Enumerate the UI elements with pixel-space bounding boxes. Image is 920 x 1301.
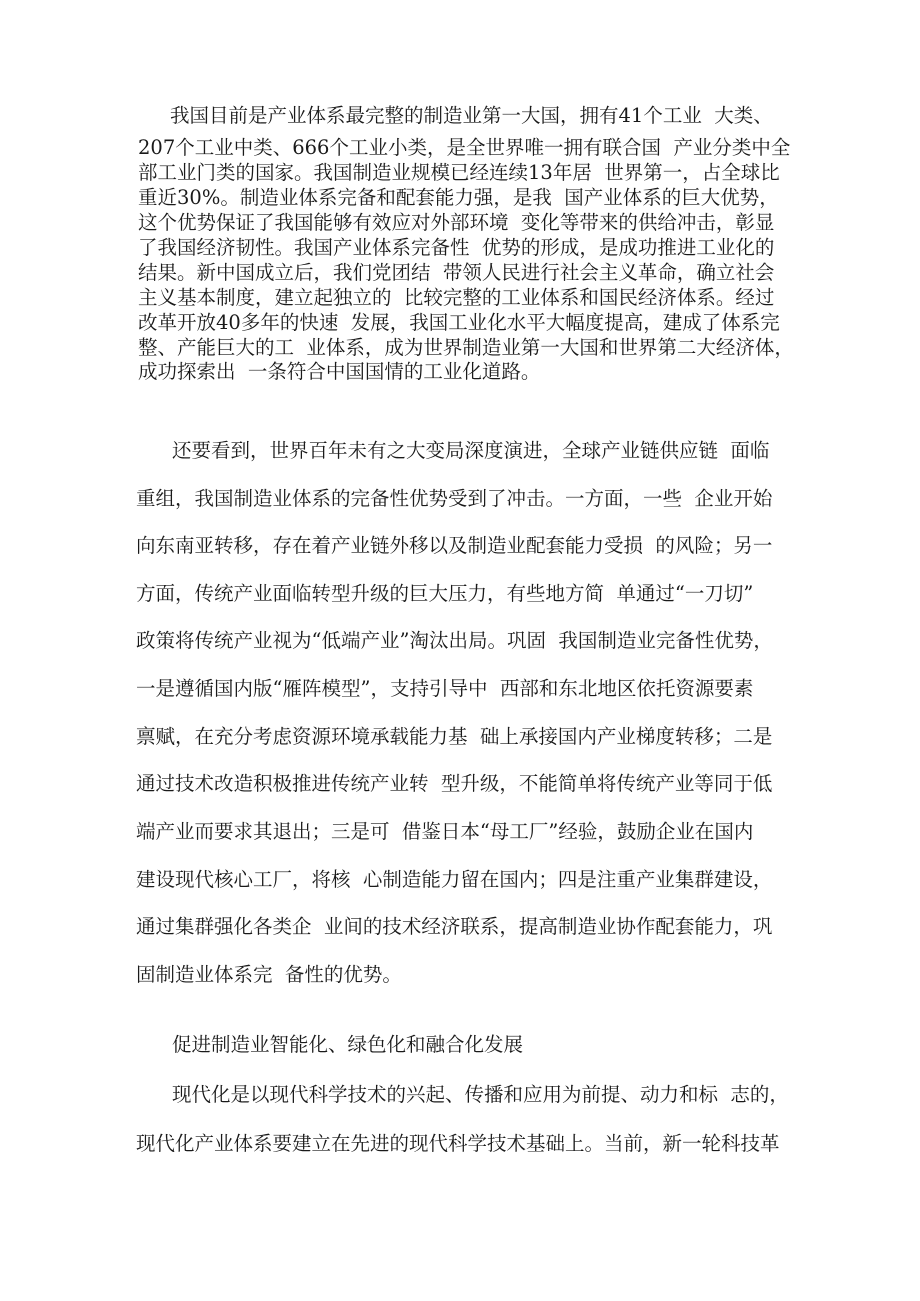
paragraph-line: 建设现代核心工厂，将核 心制造能力留在国内；四是注重产业集群建设， <box>136 868 773 891</box>
paragraph-line: 通过技术改造积极推进传统产业转 型升级，不能简单将传统产业等同于低 <box>136 772 773 795</box>
paragraph-line: 主义基本制度，建立起独立的 比较完整的工业体系和国民经济体系。经过 <box>138 286 775 309</box>
paragraph-line: 结果。新中国成立后，我们党团结 带领人民进行社会主义革命，确立社会 <box>138 261 775 284</box>
paragraph-line: 通过集群强化各类企 业间的技术经济联系，提高制造业协作配套能力，巩 <box>136 915 773 938</box>
paragraph-line: 向东南亚转移，存在着产业链外移以及制造业配套能力受损 的风险；另一 <box>136 534 773 557</box>
paragraph-line: 现代化产业体系要建立在先进的现代科学技术基础上。当前，新一轮科技革 <box>136 1132 780 1155</box>
paragraph-line: 一是遵循国内版“雁阵模型”，支持引导中 西部和东北地区依托资源要素 <box>136 677 754 700</box>
paragraph-line: 成功探索出 一条符合中国国情的工业化道路。 <box>138 360 541 383</box>
paragraph-line: 改革开放40多年的快速 发展，我国工业化水平大幅度提高，建成了体系完 <box>138 311 780 334</box>
paragraph-line: 端产业而要求其退出；三是可 借鉴日本“母工厂”经验，鼓励企业在国内 <box>136 820 754 843</box>
paragraph-line: 现代化是以现代科学技术的兴起、传播和应用为前提、动力和标 志的， <box>172 1083 789 1106</box>
paragraph-line: 禀赋，在充分考虑资源环境承载能力基 础上承接国内产业梯度转移；二是 <box>136 725 773 748</box>
paragraph-line: 重组，我国制造业体系的完备性优势受到了冲击。一方面，一些 企业开始 <box>136 487 773 510</box>
paragraph-line: 政策将传统产业视为“低端产业”淘汰出局。巩固 我国制造业完备性优势， <box>136 629 773 652</box>
paragraph-line: 重近30%。制造业体系完备和配套能力强，是我 国产业体系的巨大优势， <box>138 186 779 209</box>
paragraph-line: 还要看到，世界百年未有之大变局深度演进，全球产业链供应链 面临 <box>172 439 770 462</box>
heading-text: 促进制造业智能化、绿色化和融合化发展 <box>172 1033 524 1056</box>
paragraph-line: 整、产能巨大的工 业体系，成为世界制造业第一大国和世界第二大经济体， <box>138 336 794 359</box>
paragraph-line: 207个工业中类、666个工业小类，是全世界唯一拥有联合国 产业分类中全 <box>138 136 791 159</box>
paragraph-line: 固制造业体系完 备性的优势。 <box>136 963 402 986</box>
paragraph-line: 了我国经济韧性。我国产业体系完备性 优势的形成，是成功推进工业化的 <box>138 236 775 259</box>
paragraph-line: 这个优势保证了我国能够有效应对外部环境 变化等带来的供给冲击，彰显 <box>138 211 775 234</box>
paragraph-line: 部工业门类的国家。我国制造业规模已经连续13年居 世界第一，占全球比 <box>138 161 780 184</box>
paragraph-line: 我国目前是产业体系最完整的制造业第一大国，拥有41个工业 大类、 <box>170 104 773 127</box>
paragraph-line: 方面，传统产业面临转型升级的巨大压力，有些地方简 单通过“一刀切” <box>136 582 754 605</box>
